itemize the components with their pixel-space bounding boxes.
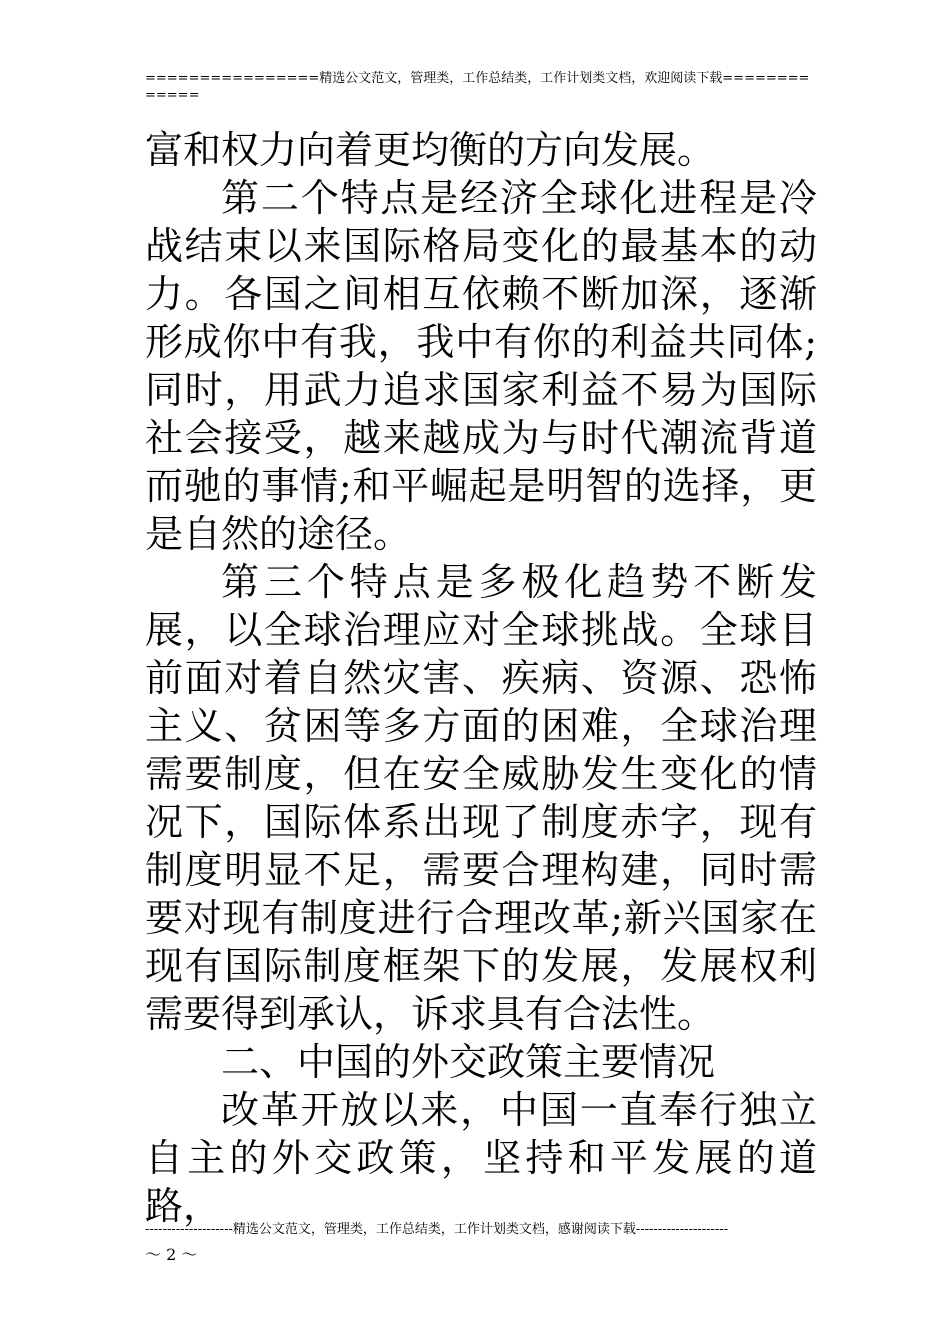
paragraph: 第三个特点是多极化趋势不断发展，以全球治理应对全球挑战。全球目前面对着自然灾害、疾病、资源、恐怖主义、贫困等多方面的困难，全球治理需要制度，但在安全威胁发生变化的情况下，国际体系出现了制度赤字，现有制度明显不足，需要合理构建，同时需要对现有制度进行合理改革;新兴国家在现有国际制度框架下的发展，发展权利需要得到承认，诉求具有合法性。 [145,560,817,1036]
page-header: ================精选公文范文，管理类，工作总结类，工作计划类文档，欢迎阅读下载============= [145,71,810,103]
paragraph: 改革开放以来，中国一直奉行独立自主的外交政策，坚持和平发展的道路， [145,1088,817,1228]
section-heading: 二、中国的外交政策主要情况 [221,1040,716,1084]
page-footer: --------------------精选公文范文，管理类，工作总结类，工作计划类文档，感谢阅读下载--------------------- [145,1222,729,1237]
page-number: ～ 2 ～ [145,1245,198,1264]
paragraph: 富和权力向着更均衡的方向发展。 [145,128,716,172]
paragraph: 第二个特点是经济全球化进程是冷战结束以来国际格局变化的最基本的动力。各国之间相互依赖不断加深，逐渐形成你中有我，我中有你的利益共同体;同时，用武力追求国家利益不易为国际社会接受，越来越成为与时代潮流背道而驰的事情;和平崛起是明智的选择，更是自然的途径。 [145,176,817,556]
document-body [145,126,817,1230]
